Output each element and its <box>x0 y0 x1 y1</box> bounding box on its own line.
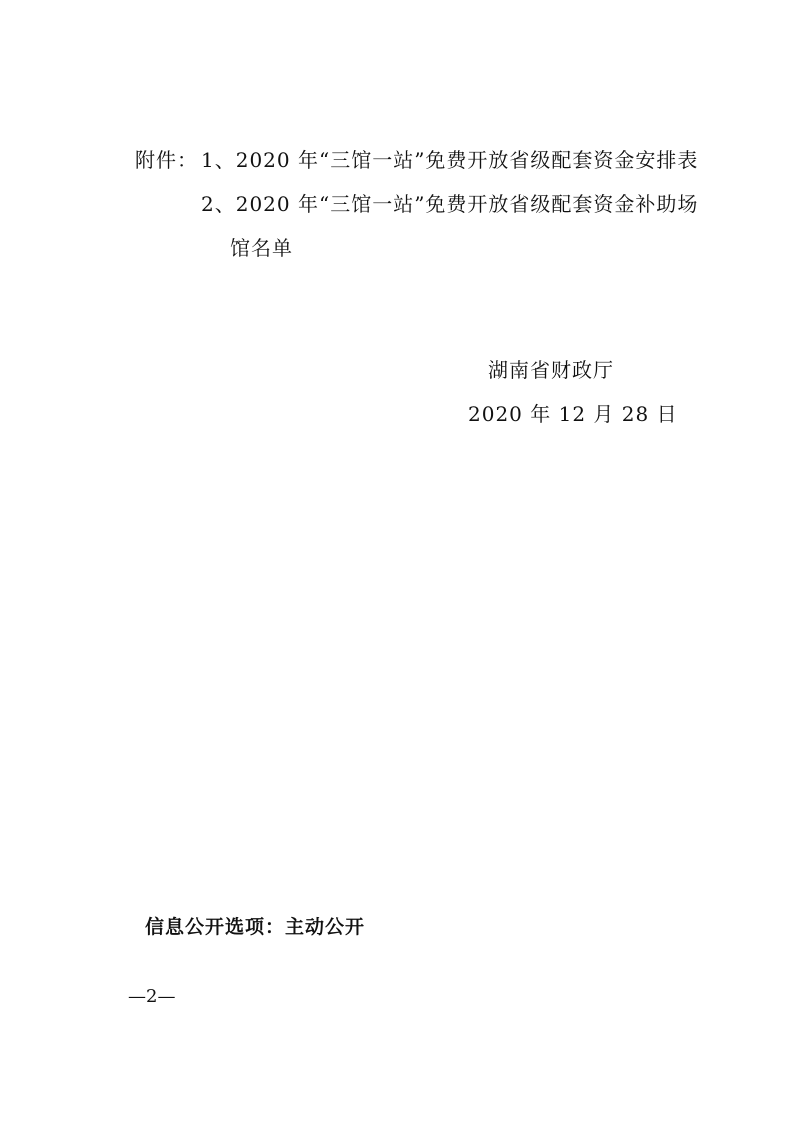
issue-date: 2020 年 12 月 28 日 <box>468 402 678 426</box>
disclosure-option: 信息公开选项：主动公开 <box>145 916 366 938</box>
issuing-organization: 湖南省财政厅 <box>488 358 614 382</box>
attachment-item-2-line-2: 馆名单 <box>230 236 293 260</box>
attachment-item-1: 1、2020 年“三馆一站”免费开放省级配套资金安排表 <box>201 148 699 172</box>
attachments-label: 附件： <box>135 148 198 172</box>
attachment-item-2-line-1: 2、2020 年“三馆一站”免费开放省级配套资金补助场 <box>201 192 699 216</box>
page-number: —2— <box>128 986 176 1007</box>
